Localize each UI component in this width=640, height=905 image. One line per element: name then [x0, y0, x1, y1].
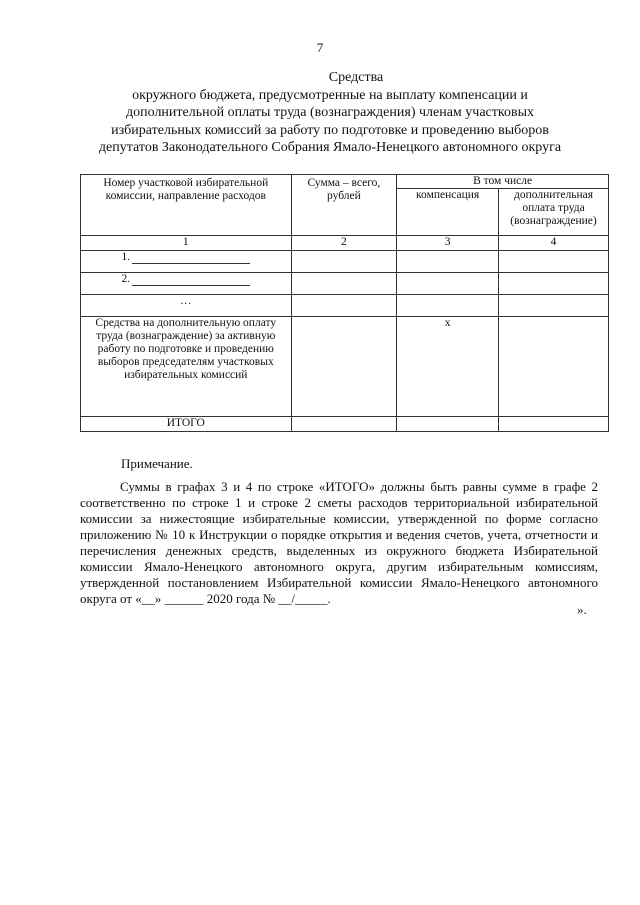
header-col-1: Номер участковой избирательной комиссии, направление расходов [81, 175, 292, 236]
row-label: 1. [121, 251, 131, 263]
table-cell [291, 295, 397, 317]
fill-in-line [132, 275, 250, 286]
total-label: ИТОГО [81, 417, 292, 432]
table-cell [397, 417, 499, 432]
table-cell [291, 273, 397, 295]
title-line-3: дополнительной оплаты труда (вознаграждения) членам участковых [126, 105, 534, 120]
row-label-cell [81, 273, 292, 295]
chairpersons-label: Средства на дополнительную оплату труда (вознаграждение) за активную работу по подготовке и проведению выборов председателям участковых избирательных комиссий [81, 317, 292, 417]
table-header-row [81, 175, 609, 189]
document-title [70, 69, 590, 157]
table-cell [499, 273, 609, 295]
column-number: 1 [81, 236, 292, 251]
fill-in-line [132, 253, 250, 264]
column-number: 3 [397, 236, 499, 251]
table-cell [397, 295, 499, 317]
x-mark-cell: х [397, 317, 499, 417]
column-number: 2 [291, 236, 397, 251]
table-cell [291, 317, 397, 417]
table-cell [291, 417, 397, 432]
note-title: Примечание. [121, 456, 193, 471]
header-group: В том числе [397, 175, 609, 189]
title-line-5: депутатов Законодательного Собрания Ямало-Ненецкого автономного округа [98, 140, 562, 155]
closing-quote: ». [577, 602, 587, 617]
total-row [81, 417, 609, 432]
row-label-cell [81, 251, 292, 273]
table-cell [397, 273, 499, 295]
row-label: … [81, 295, 292, 317]
table-cell [397, 251, 499, 273]
table-cell [499, 417, 609, 432]
table-cell [499, 251, 609, 273]
table-row [81, 273, 609, 295]
table-cell [499, 295, 609, 317]
table-cell [291, 251, 397, 273]
table-cell [499, 317, 609, 417]
page-number: 7 [316, 40, 324, 55]
header-col-3: компенсация [397, 189, 499, 236]
column-number: 4 [499, 236, 609, 251]
expenses-table [80, 174, 609, 432]
column-numbers-row [81, 236, 609, 251]
header-col-2: Сумма – всего, рублей [291, 175, 397, 236]
chairpersons-row [81, 317, 609, 417]
title-line-4: избирательных комиссий за работу по подготовке и проведению выборов [111, 122, 549, 138]
table-row [81, 251, 609, 273]
title-line-1: Средства [328, 70, 384, 85]
table-row [81, 295, 609, 317]
header-col-4: дополнительная оплата труда (вознаграждение) [499, 189, 609, 236]
row-label: 2. [121, 273, 131, 285]
note-text: Суммы в графах 3 и 4 по строке «ИТОГО» должны быть равны сумме в графе 2 соответственно по строке 1 и строке 2 сметы расходов территориальной избирательной комиссии за нижестоящие избирательные комиссии, утвержденной по форме согласно приложению № 10 к Инструкции о порядке открытия и ведения счетов, учета, отчетности и перечисления денежных средств, выделенных из окружного бюджета Избирательной комиссии Ямало-Ненецкого автономного округа, другим избирательным комиссиям, утвержденной постановлением Избирательной комиссии Ямало-Ненецкого автономного округа от «__» ______ 2020 года № __/_____. [80, 479, 598, 606]
title-line-2: окружного бюджета, предусмотренные на выплату компенсации и [132, 87, 528, 103]
